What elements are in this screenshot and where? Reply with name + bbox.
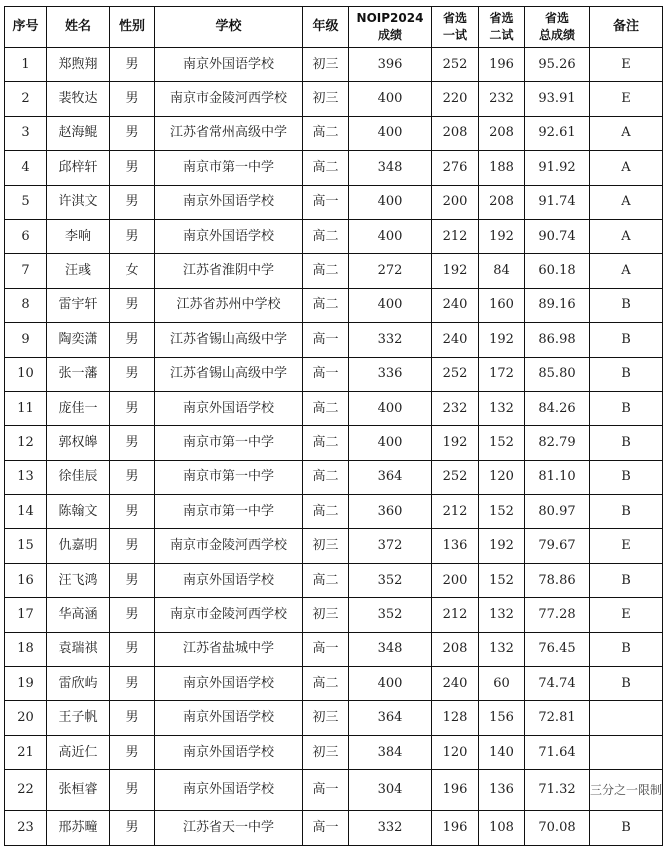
- cell-note: B: [590, 323, 663, 357]
- table-row: [5, 495, 663, 529]
- cell-total-score: 95.26: [525, 48, 590, 82]
- cell-noip-score: 400: [349, 219, 432, 253]
- cell-round1-score: 208: [432, 632, 479, 666]
- cell-round1-score: 240: [432, 667, 479, 701]
- cell-total-score: 76.45: [525, 632, 590, 666]
- cell-round1-score: 136: [432, 529, 479, 563]
- table-row: [5, 357, 663, 391]
- cell-name: 赵海鲲: [47, 116, 110, 150]
- cell-grade: 高二: [303, 151, 349, 185]
- cell-gender: 男: [110, 529, 155, 563]
- header-noip-line1: NOIP2024: [356, 11, 424, 25]
- cell-note: [590, 735, 663, 769]
- cell-gender: 男: [110, 219, 155, 253]
- cell-gender: 男: [110, 82, 155, 116]
- cell-note: B: [590, 288, 663, 322]
- cell-noip-score: 332: [349, 323, 432, 357]
- table-row: [5, 811, 663, 845]
- cell-index: 19: [5, 667, 47, 701]
- cell-gender: 男: [110, 391, 155, 425]
- cell-round2-score: 108: [479, 811, 525, 845]
- table-row: [5, 460, 663, 494]
- cell-note: [590, 701, 663, 735]
- cell-gender: 男: [110, 460, 155, 494]
- cell-school: 南京外国语学校: [155, 667, 303, 701]
- cell-grade: 高一: [303, 323, 349, 357]
- cell-index: 4: [5, 151, 47, 185]
- cell-total-score: 93.91: [525, 82, 590, 116]
- cell-name: 裴牧达: [47, 82, 110, 116]
- cell-total-score: 82.79: [525, 426, 590, 460]
- cell-index: 16: [5, 563, 47, 597]
- cell-round1-score: 196: [432, 811, 479, 845]
- cell-name: 袁瑞祺: [47, 632, 110, 666]
- cell-note: B: [590, 460, 663, 494]
- cell-round1-score: 252: [432, 48, 479, 82]
- cell-noip-score: 400: [349, 667, 432, 701]
- cell-grade: 高二: [303, 667, 349, 701]
- table-row: [5, 48, 663, 82]
- cell-note: B: [590, 357, 663, 391]
- cell-school: 江苏省淮阴中学: [155, 254, 303, 288]
- cell-school: 南京市第一中学: [155, 151, 303, 185]
- cell-name: 许淇文: [47, 185, 110, 219]
- cell-school: 南京市第一中学: [155, 460, 303, 494]
- cell-note: B: [590, 811, 663, 845]
- cell-round1-score: 276: [432, 151, 479, 185]
- cell-noip-score: 336: [349, 357, 432, 391]
- cell-noip-score: 304: [349, 770, 432, 811]
- cell-round1-score: 192: [432, 426, 479, 460]
- cell-grade: 高一: [303, 632, 349, 666]
- cell-note: E: [590, 529, 663, 563]
- cell-grade: 初三: [303, 701, 349, 735]
- cell-round2-score: 192: [479, 323, 525, 357]
- cell-total-score: 91.74: [525, 185, 590, 219]
- table-body: [5, 48, 663, 846]
- cell-note: B: [590, 563, 663, 597]
- table-row: [5, 770, 663, 811]
- cell-gender: 男: [110, 357, 155, 391]
- table-row: [5, 116, 663, 150]
- cell-name: 李响: [47, 219, 110, 253]
- cell-total-score: 71.32: [525, 770, 590, 811]
- cell-round2-score: 160: [479, 288, 525, 322]
- cell-round1-score: 212: [432, 598, 479, 632]
- cell-school: 江苏省天一中学: [155, 811, 303, 845]
- table-row: [5, 529, 663, 563]
- cell-grade: 初三: [303, 82, 349, 116]
- cell-round1-score: 128: [432, 701, 479, 735]
- cell-grade: 高二: [303, 254, 349, 288]
- cell-round1-score: 192: [432, 254, 479, 288]
- cell-noip-score: 348: [349, 151, 432, 185]
- table-row: [5, 391, 663, 425]
- cell-school: 南京外国语学校: [155, 48, 303, 82]
- cell-total-score: 90.74: [525, 219, 590, 253]
- cell-total-score: 84.26: [525, 391, 590, 425]
- header-noip: [349, 7, 432, 48]
- cell-round1-score: 120: [432, 735, 479, 769]
- cell-noip-score: 352: [349, 598, 432, 632]
- cell-school: 南京外国语学校: [155, 219, 303, 253]
- cell-round2-score: 196: [479, 48, 525, 82]
- cell-round2-score: 172: [479, 357, 525, 391]
- cell-note: B: [590, 495, 663, 529]
- cell-round1-score: 240: [432, 288, 479, 322]
- cell-note: 三分之一限制: [590, 770, 663, 811]
- header-round1-line2: 一试: [442, 28, 467, 42]
- cell-note: A: [590, 254, 663, 288]
- header-round2: [479, 7, 525, 48]
- cell-school: 南京外国语学校: [155, 735, 303, 769]
- cell-round2-score: 84: [479, 254, 525, 288]
- cell-gender: 男: [110, 701, 155, 735]
- cell-school: 南京市金陵河西学校: [155, 529, 303, 563]
- cell-noip-score: 384: [349, 735, 432, 769]
- cell-noip-score: 400: [349, 82, 432, 116]
- table-row: [5, 701, 663, 735]
- cell-noip-score: 396: [349, 48, 432, 82]
- cell-gender: 男: [110, 151, 155, 185]
- cell-index: 12: [5, 426, 47, 460]
- cell-gender: 男: [110, 185, 155, 219]
- cell-school: 江苏省常州高级中学: [155, 116, 303, 150]
- cell-round1-score: 196: [432, 770, 479, 811]
- cell-round2-score: 132: [479, 391, 525, 425]
- cell-noip-score: 400: [349, 391, 432, 425]
- cell-index: 15: [5, 529, 47, 563]
- cell-note: E: [590, 82, 663, 116]
- cell-school: 江苏省锡山高级中学: [155, 357, 303, 391]
- cell-round1-score: 232: [432, 391, 479, 425]
- cell-round2-score: 140: [479, 735, 525, 769]
- cell-round1-score: 252: [432, 460, 479, 494]
- cell-index: 7: [5, 254, 47, 288]
- cell-round2-score: 156: [479, 701, 525, 735]
- cell-note: B: [590, 667, 663, 701]
- header-school: 学校: [155, 7, 303, 48]
- cell-index: 18: [5, 632, 47, 666]
- cell-round2-score: 208: [479, 185, 525, 219]
- cell-round2-score: 152: [479, 563, 525, 597]
- cell-note: A: [590, 151, 663, 185]
- cell-index: 11: [5, 391, 47, 425]
- cell-school: 南京外国语学校: [155, 701, 303, 735]
- cell-gender: 男: [110, 667, 155, 701]
- cell-grade: 高一: [303, 811, 349, 845]
- header-round1: [432, 7, 479, 48]
- cell-round1-score: 240: [432, 323, 479, 357]
- header-round2-line2: 二试: [489, 28, 514, 42]
- cell-name: 王子帆: [47, 701, 110, 735]
- cell-name: 高近仁: [47, 735, 110, 769]
- cell-name: 郭权皞: [47, 426, 110, 460]
- cell-index: 9: [5, 323, 47, 357]
- cell-grade: 高二: [303, 288, 349, 322]
- cell-grade: 高二: [303, 219, 349, 253]
- table-row: [5, 735, 663, 769]
- cell-index: 3: [5, 116, 47, 150]
- cell-total-score: 60.18: [525, 254, 590, 288]
- cell-grade: 初三: [303, 598, 349, 632]
- table-row: [5, 185, 663, 219]
- cell-index: 6: [5, 219, 47, 253]
- cell-school: 南京市金陵河西学校: [155, 598, 303, 632]
- table-row: [5, 288, 663, 322]
- cell-round2-score: 132: [479, 598, 525, 632]
- cell-school: 南京外国语学校: [155, 563, 303, 597]
- table-row: [5, 426, 663, 460]
- cell-total-score: 71.64: [525, 735, 590, 769]
- cell-total-score: 72.81: [525, 701, 590, 735]
- cell-index: 21: [5, 735, 47, 769]
- cell-round2-score: 192: [479, 529, 525, 563]
- cell-round2-score: 132: [479, 632, 525, 666]
- cell-name: 郑煦翔: [47, 48, 110, 82]
- cell-note: B: [590, 632, 663, 666]
- table-row: [5, 323, 663, 357]
- cell-noip-score: 400: [349, 116, 432, 150]
- header-noip-line2: 成绩: [377, 28, 402, 42]
- cell-noip-score: 348: [349, 632, 432, 666]
- cell-index: 17: [5, 598, 47, 632]
- cell-noip-score: 360: [349, 495, 432, 529]
- cell-note: A: [590, 185, 663, 219]
- cell-index: 10: [5, 357, 47, 391]
- cell-total-score: 92.61: [525, 116, 590, 150]
- cell-grade: 高二: [303, 116, 349, 150]
- cell-grade: 高二: [303, 426, 349, 460]
- cell-grade: 初三: [303, 735, 349, 769]
- cell-name: 汪飞鸿: [47, 563, 110, 597]
- cell-name: 张桓睿: [47, 770, 110, 811]
- cell-name: 庞佳一: [47, 391, 110, 425]
- cell-round2-score: 152: [479, 495, 525, 529]
- cell-name: 陶奕潇: [47, 323, 110, 357]
- cell-noip-score: 400: [349, 426, 432, 460]
- table-row: [5, 151, 663, 185]
- cell-round2-score: 60: [479, 667, 525, 701]
- cell-gender: 男: [110, 323, 155, 357]
- cell-note: E: [590, 48, 663, 82]
- header-index: 序号: [5, 7, 47, 48]
- cell-noip-score: 372: [349, 529, 432, 563]
- cell-noip-score: 400: [349, 185, 432, 219]
- cell-round1-score: 212: [432, 219, 479, 253]
- cell-index: 13: [5, 460, 47, 494]
- header-row: [5, 7, 663, 48]
- cell-grade: 初三: [303, 529, 349, 563]
- cell-school: 南京市金陵河西学校: [155, 82, 303, 116]
- cell-school: 江苏省盐城中学: [155, 632, 303, 666]
- cell-round1-score: 200: [432, 563, 479, 597]
- cell-name: 雷宇轩: [47, 288, 110, 322]
- cell-note: B: [590, 391, 663, 425]
- cell-grade: 高一: [303, 357, 349, 391]
- header-gender: 性别: [110, 7, 155, 48]
- cell-total-score: 78.86: [525, 563, 590, 597]
- header-round1-line1: 省选: [442, 11, 467, 25]
- cell-total-score: 85.80: [525, 357, 590, 391]
- table-row: [5, 254, 663, 288]
- cell-index: 8: [5, 288, 47, 322]
- cell-grade: 高一: [303, 770, 349, 811]
- cell-noip-score: 400: [349, 288, 432, 322]
- cell-name: 张一藩: [47, 357, 110, 391]
- cell-school: 南京外国语学校: [155, 770, 303, 811]
- cell-round2-score: 192: [479, 219, 525, 253]
- cell-index: 14: [5, 495, 47, 529]
- table-row: [5, 667, 663, 701]
- header-total-line2: 总成绩: [538, 28, 575, 42]
- cell-gender: 男: [110, 426, 155, 460]
- cell-note: B: [590, 426, 663, 460]
- cell-index: 1: [5, 48, 47, 82]
- cell-gender: 男: [110, 632, 155, 666]
- cell-total-score: 81.10: [525, 460, 590, 494]
- table-row: [5, 563, 663, 597]
- cell-name: 雷欣屿: [47, 667, 110, 701]
- cell-index: 2: [5, 82, 47, 116]
- cell-gender: 男: [110, 48, 155, 82]
- cell-note: A: [590, 219, 663, 253]
- header-total-line1: 省选: [544, 11, 569, 25]
- cell-round1-score: 252: [432, 357, 479, 391]
- cell-noip-score: 352: [349, 563, 432, 597]
- cell-school: 南京市第一中学: [155, 495, 303, 529]
- cell-index: 20: [5, 701, 47, 735]
- cell-total-score: 74.74: [525, 667, 590, 701]
- score-table: [4, 6, 663, 846]
- cell-gender: 男: [110, 563, 155, 597]
- cell-index: 22: [5, 770, 47, 811]
- cell-round2-score: 232: [479, 82, 525, 116]
- table-row: [5, 598, 663, 632]
- table-row: [5, 632, 663, 666]
- header-total: [525, 7, 590, 48]
- cell-grade: 高一: [303, 185, 349, 219]
- cell-round2-score: 188: [479, 151, 525, 185]
- cell-gender: 男: [110, 495, 155, 529]
- cell-school: 南京外国语学校: [155, 185, 303, 219]
- cell-name: 邱梓轩: [47, 151, 110, 185]
- cell-total-score: 86.98: [525, 323, 590, 357]
- header-grade: 年级: [303, 7, 349, 48]
- cell-name: 邢苏疃: [47, 811, 110, 845]
- cell-total-score: 89.16: [525, 288, 590, 322]
- cell-round1-score: 212: [432, 495, 479, 529]
- cell-round2-score: 208: [479, 116, 525, 150]
- header-note: 备注: [590, 7, 663, 48]
- cell-gender: 男: [110, 811, 155, 845]
- cell-grade: 高二: [303, 460, 349, 494]
- cell-grade: 高二: [303, 563, 349, 597]
- cell-name: 华高涵: [47, 598, 110, 632]
- cell-name: 汪彧: [47, 254, 110, 288]
- cell-round2-score: 136: [479, 770, 525, 811]
- cell-round1-score: 220: [432, 82, 479, 116]
- cell-round2-score: 152: [479, 426, 525, 460]
- cell-total-score: 77.28: [525, 598, 590, 632]
- cell-round1-score: 200: [432, 185, 479, 219]
- cell-note: E: [590, 598, 663, 632]
- cell-round2-score: 120: [479, 460, 525, 494]
- cell-total-score: 91.92: [525, 151, 590, 185]
- cell-noip-score: 364: [349, 460, 432, 494]
- cell-name: 陈翰文: [47, 495, 110, 529]
- cell-total-score: 79.67: [525, 529, 590, 563]
- cell-total-score: 70.08: [525, 811, 590, 845]
- cell-school: 南京市第一中学: [155, 426, 303, 460]
- table-row: [5, 219, 663, 253]
- cell-school: 江苏省锡山高级中学: [155, 323, 303, 357]
- cell-round1-score: 208: [432, 116, 479, 150]
- cell-index: 23: [5, 811, 47, 845]
- header-name: 姓名: [47, 7, 110, 48]
- cell-gender: 男: [110, 288, 155, 322]
- cell-grade: 初三: [303, 48, 349, 82]
- cell-gender: 男: [110, 735, 155, 769]
- cell-grade: 高二: [303, 391, 349, 425]
- cell-note: A: [590, 116, 663, 150]
- cell-noip-score: 332: [349, 811, 432, 845]
- cell-gender: 男: [110, 598, 155, 632]
- header-round2-line1: 省选: [489, 11, 514, 25]
- cell-gender: 女: [110, 254, 155, 288]
- cell-name: 仇嘉明: [47, 529, 110, 563]
- cell-name: 徐佳辰: [47, 460, 110, 494]
- cell-school: 南京外国语学校: [155, 391, 303, 425]
- cell-gender: 男: [110, 116, 155, 150]
- cell-index: 5: [5, 185, 47, 219]
- cell-total-score: 80.97: [525, 495, 590, 529]
- table-row: [5, 82, 663, 116]
- cell-noip-score: 364: [349, 701, 432, 735]
- cell-school: 江苏省苏州中学校: [155, 288, 303, 322]
- cell-gender: 男: [110, 770, 155, 811]
- cell-grade: 高二: [303, 495, 349, 529]
- cell-noip-score: 272: [349, 254, 432, 288]
